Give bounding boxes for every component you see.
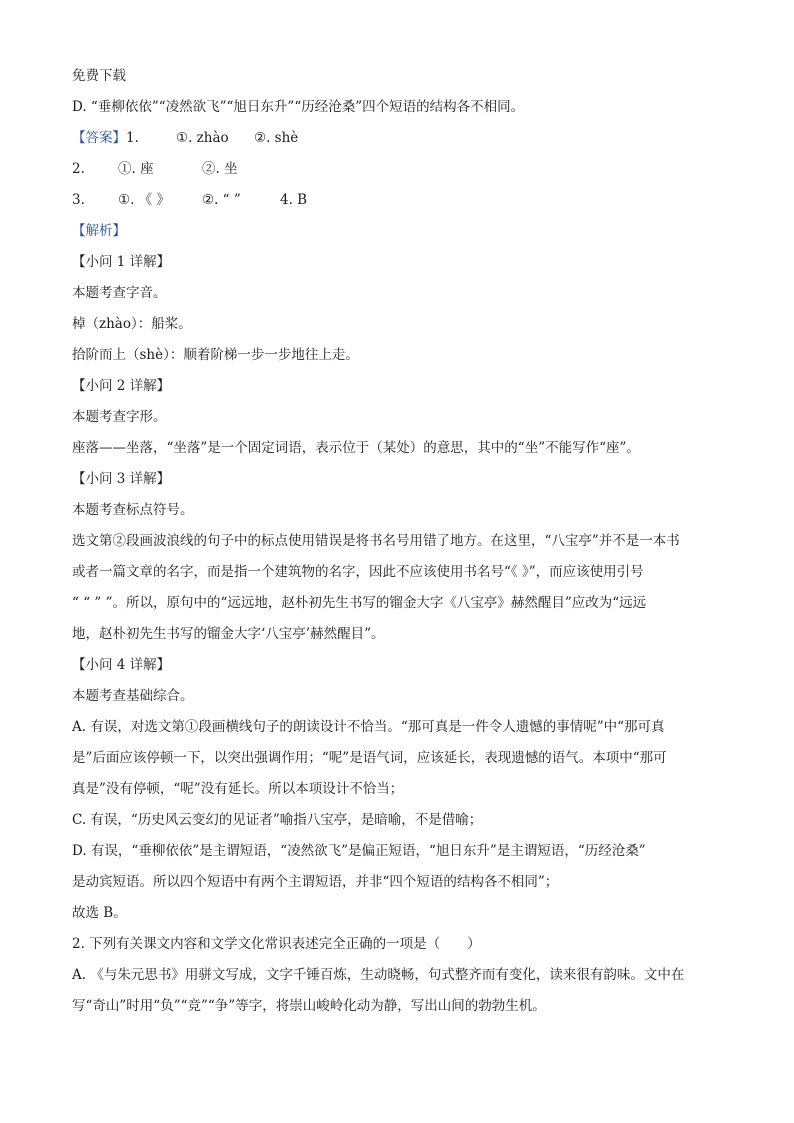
analysis-label: 【解析】: [72, 223, 126, 239]
answer-label: 【答案】: [72, 130, 126, 146]
s3-line-2: 或者一篇文章的名字，而是指一个建筑物的名字，因此不应该使用书名号“《 》”，而应该使用引号: [72, 564, 644, 580]
q2-option-a-1: A. 《与朱元思书》用骈文写成，文字千锤百炼，生动晓畅，句式整齐而有变化，读来很有韵味。文中在: [72, 967, 685, 983]
s4-option-d-2: 是动宾短语。所以四个短语中有两个主谓短语，并非“四个短语的结构各不相同”；: [72, 874, 559, 890]
answer-q1-b: ②. shè: [254, 130, 299, 146]
s4-option-a-3: 真是”没有停顿，“呢”没有延长。所以本项设计不恰当；: [72, 781, 404, 797]
s3-title: 【小问 3 详解】: [72, 471, 171, 487]
s4-title: 【小问 4 详解】: [72, 657, 171, 673]
answer-q3-a: ①. 《 》: [118, 192, 170, 208]
answer-line-2: [72, 159, 722, 179]
s1-intro: 本题考查字音。: [72, 285, 167, 301]
s2-intro: 本题考查字形。: [72, 409, 167, 425]
s4-option-c-1: C. 有误，“历史风云变幻的见证者”喻指八宝亭，是暗喻，不是借喻；: [72, 812, 483, 828]
answer-q4: 4. B: [280, 192, 308, 208]
s3-line-1: 选文第②段画波浪线的句子中的标点使用错误是将书名号用错了地方。在这里，“八宝亭”并不是一本书: [72, 533, 680, 549]
s3-line-4: 地，赵朴初先生书写的镏金大字‘八宝亭’赫然醒目”。: [72, 626, 385, 642]
s4-intro: 本题考查基础综合。: [72, 688, 194, 704]
answer-q2-num: 2.: [72, 161, 85, 177]
s3-line-3: “ “ ” ”。所以，原句中的“远远地，赵朴初先生书写的镏金大字《八宝亭》赫然醒目”应改为“远远: [72, 595, 647, 611]
s1-line-2: 拾阶而上（shè）：顺着阶梯一步一步地往上走。: [72, 347, 359, 363]
answer-q1-num: 1.: [126, 130, 139, 146]
s4-option-a-2: 是”后面应该停顿一下，以突出强调作用；“呢”是语气词，应该延长，表现遗憾的语气。本项中“那可: [72, 750, 667, 766]
answer-q1-a: ①. zhào: [176, 130, 229, 146]
q2-stem: 2. 下列有关课文内容和文学文化常识表述完全正确的一项是（ ）: [72, 936, 481, 952]
answer-q2-a: ①. 座: [118, 161, 154, 177]
s4-option-d-1: D. 有误，“垂柳依依”是主谓短语，“凌然欲飞”是偏正短语，“旭日东升”是主谓短语，“历经沧桑”: [72, 843, 646, 859]
s1-line-1: 棹（zhào）：船桨。: [72, 316, 192, 332]
s4-option-a-1: A. 有误，对选文第①段画横线句子的朗读设计不恰当。“那可真是一件令人遗憾的事情呢”中“那可真: [72, 719, 665, 735]
s2-title: 【小问 2 详解】: [72, 378, 171, 394]
s4-conclusion: 故选 B。: [72, 905, 127, 921]
page-header: 免费下载: [72, 68, 126, 84]
s3-intro: 本题考查标点符号。: [72, 502, 194, 518]
answer-q3-num: 3.: [72, 192, 85, 208]
s1-title: 【小问 1 详解】: [72, 254, 171, 270]
answer-line-3: [72, 190, 722, 210]
option-d-top: D. “垂柳依依”“凌然欲飞”“旭日东升”“历经沧桑”四个短语的结构各不相同。: [72, 99, 525, 115]
answer-q3-b: ②. “ ”: [202, 192, 241, 208]
q2-option-a-2: 写“奇山”时用“负”“竞”“争”等字，将崇山峻岭化动为静，写出山间的勃勃生机。: [72, 998, 546, 1014]
answer-line-1: [72, 128, 722, 148]
answer-q2-b: ②. 坐: [202, 161, 238, 177]
s2-line-1: 座落——坐落，“坐落”是一个固定词语，表示位于（某处）的意思，其中的“坐”不能写作“座”。: [72, 440, 640, 456]
